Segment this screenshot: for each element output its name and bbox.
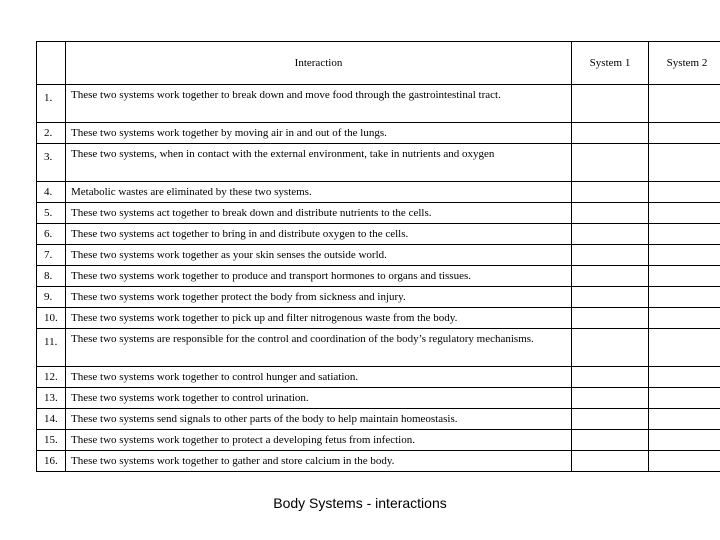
row-interaction-text: These two systems work together by moving air in and out of the lungs. — [66, 123, 572, 144]
system-1-cell[interactable] — [572, 388, 649, 409]
row-number: 1. — [37, 85, 66, 123]
table-row — [37, 245, 720, 266]
table-row — [37, 182, 720, 203]
row-number: 16. — [37, 451, 66, 472]
row-number: 9. — [37, 287, 66, 308]
system-2-cell[interactable] — [649, 388, 720, 409]
row-number: 10. — [37, 308, 66, 329]
table-row — [37, 266, 720, 287]
row-interaction-text: These two systems act together to bring in and distribute oxygen to the cells. — [66, 224, 572, 245]
system-2-cell[interactable] — [649, 266, 720, 287]
row-interaction-text: These two systems work together to control hunger and satiation. — [66, 367, 572, 388]
row-number: 6. — [37, 224, 66, 245]
header-number — [37, 42, 66, 85]
footer-caption: Body Systems - interactions — [273, 495, 447, 511]
system-2-cell[interactable] — [649, 308, 720, 329]
system-2-cell[interactable] — [649, 182, 720, 203]
table-row — [37, 451, 720, 472]
row-number: 4. — [37, 182, 66, 203]
row-interaction-text: These two systems work together to break down and move food through the gastrointestinal tract. — [66, 85, 572, 123]
row-interaction-text: These two systems work together to pick up and filter nitrogenous waste from the body. — [66, 308, 572, 329]
system-2-cell[interactable] — [649, 409, 720, 430]
table-row — [37, 367, 720, 388]
table-row — [37, 409, 720, 430]
row-interaction-text: These two systems work together protect the body from sickness and injury. — [66, 287, 572, 308]
system-1-cell[interactable] — [572, 329, 649, 367]
table-body — [37, 85, 720, 472]
table-row — [37, 123, 720, 144]
system-1-cell[interactable] — [572, 430, 649, 451]
row-interaction-text: These two systems act together to break down and distribute nutrients to the cells. — [66, 203, 572, 224]
header-interaction: Interaction — [66, 42, 572, 85]
row-interaction-text: These two systems work together as your skin senses the outside world. — [66, 245, 572, 266]
system-2-cell[interactable] — [649, 329, 720, 367]
row-number: 12. — [37, 367, 66, 388]
row-interaction-text: Metabolic wastes are eliminated by these two systems. — [66, 182, 572, 203]
row-interaction-text: These two systems work together to produce and transport hormones to organs and tissues. — [66, 266, 572, 287]
row-number: 5. — [37, 203, 66, 224]
system-2-cell[interactable] — [649, 367, 720, 388]
row-number: 13. — [37, 388, 66, 409]
row-number: 15. — [37, 430, 66, 451]
row-number: 7. — [37, 245, 66, 266]
system-1-cell[interactable] — [572, 144, 649, 182]
system-1-cell[interactable] — [572, 409, 649, 430]
row-interaction-text: These two systems work together to control urination. — [66, 388, 572, 409]
system-1-cell[interactable] — [572, 266, 649, 287]
row-interaction-text: These two systems are responsible for the control and coordination of the body’s regulatory mechanisms. — [66, 329, 572, 367]
table-header-row — [37, 42, 720, 85]
header-system-2: System 2 — [649, 42, 720, 85]
row-interaction-text: These two systems send signals to other parts of the body to help maintain homeostasis. — [66, 409, 572, 430]
table-row — [37, 308, 720, 329]
table-row — [37, 388, 720, 409]
row-number: 2. — [37, 123, 66, 144]
system-2-cell[interactable] — [649, 430, 720, 451]
system-2-cell[interactable] — [649, 203, 720, 224]
interactions-table — [36, 41, 720, 472]
system-2-cell[interactable] — [649, 144, 720, 182]
system-1-cell[interactable] — [572, 451, 649, 472]
system-2-cell[interactable] — [649, 123, 720, 144]
table-row — [37, 144, 720, 182]
row-number: 3. — [37, 144, 66, 182]
system-1-cell[interactable] — [572, 203, 649, 224]
row-interaction-text: These two systems work together to protect a developing fetus from infection. — [66, 430, 572, 451]
system-1-cell[interactable] — [572, 85, 649, 123]
system-1-cell[interactable] — [572, 224, 649, 245]
system-2-cell[interactable] — [649, 224, 720, 245]
system-2-cell[interactable] — [649, 245, 720, 266]
row-number: 11. — [37, 329, 66, 367]
system-1-cell[interactable] — [572, 308, 649, 329]
row-number: 8. — [37, 266, 66, 287]
row-interaction-text: These two systems, when in contact with the external environment, take in nutrients and oxygen — [66, 144, 572, 182]
system-2-cell[interactable] — [649, 451, 720, 472]
row-interaction-text: These two systems work together to gather and store calcium in the body. — [66, 451, 572, 472]
system-1-cell[interactable] — [572, 367, 649, 388]
table-row — [37, 224, 720, 245]
table-row — [37, 287, 720, 308]
table-row — [37, 85, 720, 123]
system-2-cell[interactable] — [649, 287, 720, 308]
table-row — [37, 329, 720, 367]
system-1-cell[interactable] — [572, 245, 649, 266]
system-1-cell[interactable] — [572, 182, 649, 203]
row-number: 14. — [37, 409, 66, 430]
system-2-cell[interactable] — [649, 85, 720, 123]
header-system-1: System 1 — [572, 42, 649, 85]
table-row — [37, 203, 720, 224]
system-1-cell[interactable] — [572, 287, 649, 308]
system-1-cell[interactable] — [572, 123, 649, 144]
table-row — [37, 430, 720, 451]
